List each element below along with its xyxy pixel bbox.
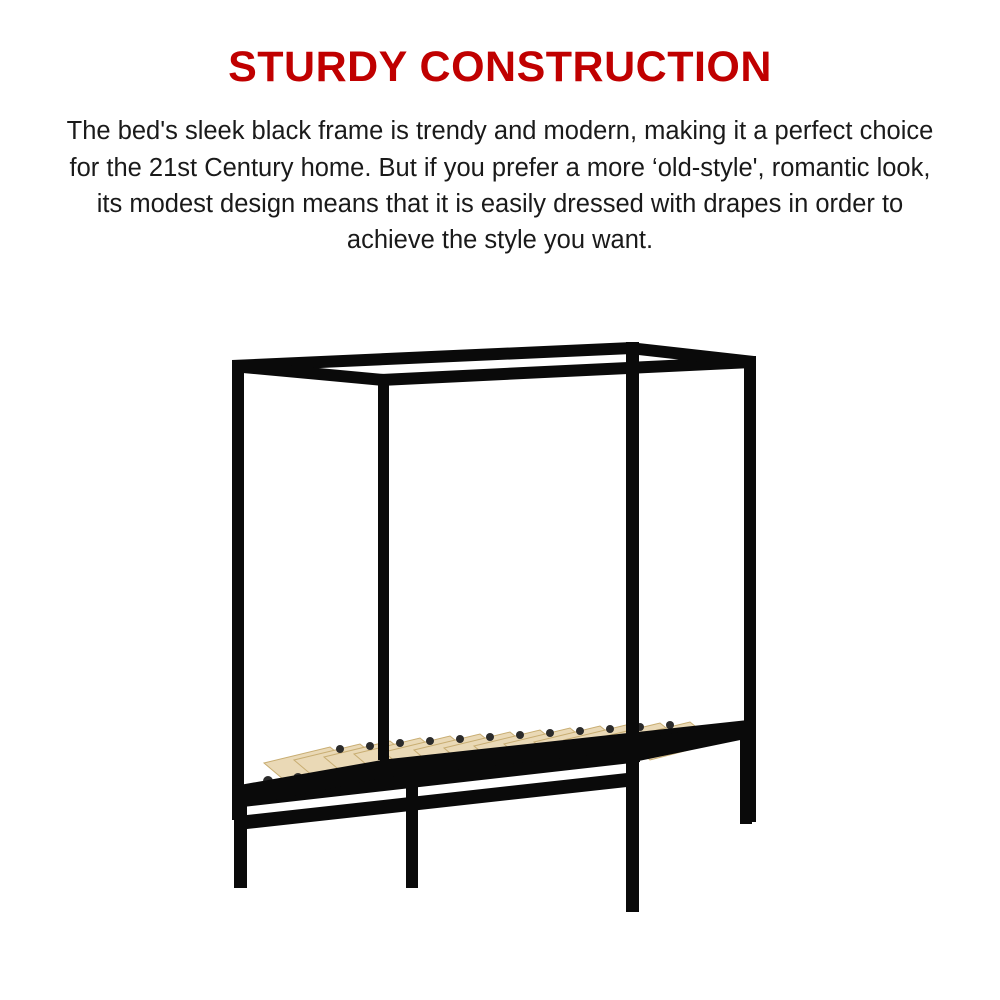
page-title: STURDY CONSTRUCTION <box>228 43 772 91</box>
product-image <box>0 320 1000 950</box>
bed-frame-illustration <box>0 320 1000 950</box>
description-text: The bed's sleek black frame is trendy and modern, making it a perfect choice for the 21st Century home. But if you prefer a more ‘old-style', romantic look, its modest design means that it is easily dressed with drapes in order to achieve the style you want. <box>66 117 934 254</box>
